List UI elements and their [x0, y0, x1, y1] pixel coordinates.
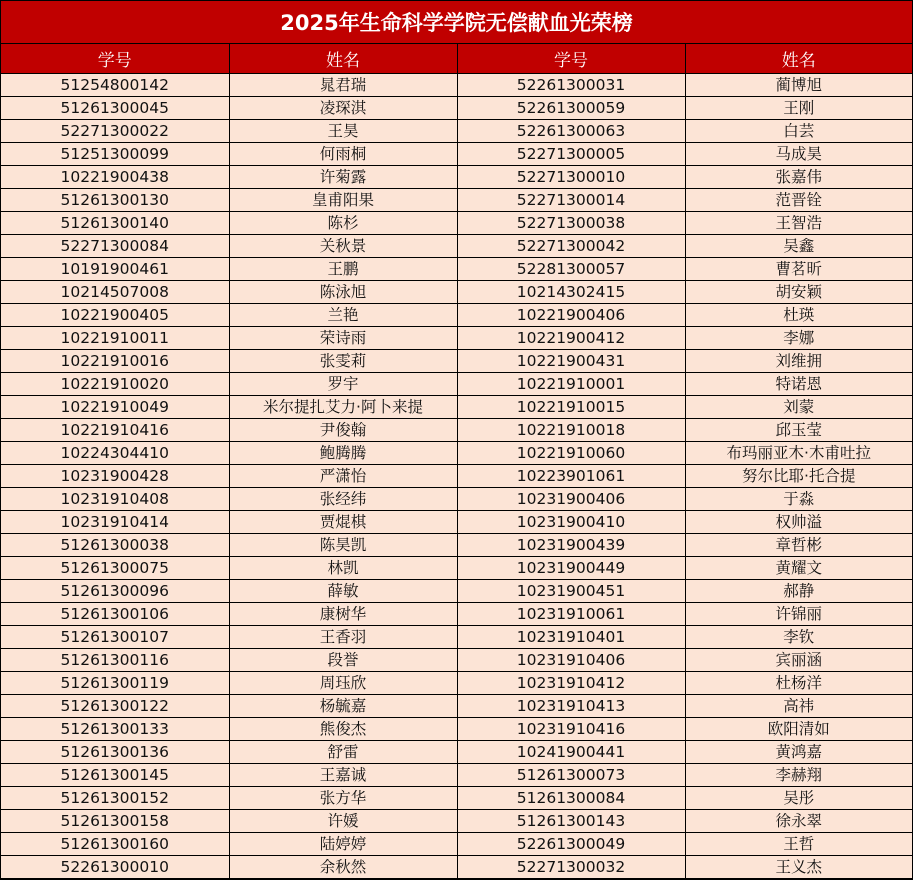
- student-id-left-cell: 51261300106: [1, 603, 229, 626]
- student-id-left-cell: 10221910020: [1, 373, 229, 396]
- sheet-title: 2025年生命科学学院无偿献血光荣榜: [1, 1, 912, 44]
- student-id-left-cell: 10214507008: [1, 281, 229, 304]
- table-row: [1, 235, 912, 258]
- student-id-left-cell: 10221900405: [1, 304, 229, 327]
- student-id-left-cell: 10221910416: [1, 419, 229, 442]
- student-id-right-cell: 10221910001: [457, 373, 685, 396]
- student-id-left-cell: 51261300133: [1, 718, 229, 741]
- student-id-right-cell: 10231900449: [457, 557, 685, 580]
- student-id-right-cell: 10231910416: [457, 718, 685, 741]
- table-row: [1, 97, 912, 120]
- student-id-right-cell: 52271300032: [457, 856, 685, 879]
- student-id-left-cell: 51261300096: [1, 580, 229, 603]
- name-left-cell: 皇甫阳果: [229, 189, 457, 212]
- student-id-right-cell: 52271300038: [457, 212, 685, 235]
- name-left-cell: 陆婷婷: [229, 833, 457, 856]
- student-id-right-cell: 10231910406: [457, 649, 685, 672]
- name-right-cell: 李钦: [685, 626, 912, 649]
- table-row: [1, 856, 912, 879]
- student-id-right-cell: 10231900451: [457, 580, 685, 603]
- table-row: [1, 488, 912, 511]
- name-right-cell: 王刚: [685, 97, 912, 120]
- name-right-cell: 权帅溢: [685, 511, 912, 534]
- student-id-left-cell: 51251300099: [1, 143, 229, 166]
- student-id-left-cell: 10221910049: [1, 396, 229, 419]
- table-body: [1, 74, 912, 879]
- student-id-left-cell: 10231910408: [1, 488, 229, 511]
- name-right-cell: 黄鸿嘉: [685, 741, 912, 764]
- student-id-left-cell: 51261300038: [1, 534, 229, 557]
- table-row: [1, 143, 912, 166]
- name-left-cell: 舒雷: [229, 741, 457, 764]
- table-row: [1, 419, 912, 442]
- student-id-right-cell: 10221910060: [457, 442, 685, 465]
- name-right-cell: 王智浩: [685, 212, 912, 235]
- name-left-cell: 王嘉诚: [229, 764, 457, 787]
- student-id-right-cell: 10221900412: [457, 327, 685, 350]
- student-id-left-cell: 10224304410: [1, 442, 229, 465]
- name-left-cell: 张经纬: [229, 488, 457, 511]
- student-id-right-cell: 10231900439: [457, 534, 685, 557]
- name-right-cell: 王哲: [685, 833, 912, 856]
- name-left-cell: 关秋景: [229, 235, 457, 258]
- name-left-cell: 张方华: [229, 787, 457, 810]
- student-id-left-cell: 51261300145: [1, 764, 229, 787]
- table-row: [1, 649, 912, 672]
- name-right-cell: 徐永翠: [685, 810, 912, 833]
- student-id-right-cell: 10231910401: [457, 626, 685, 649]
- name-left-cell: 陈昊凯: [229, 534, 457, 557]
- table-row: [1, 74, 912, 97]
- donor-table: [1, 44, 912, 879]
- student-id-left-cell: 51261300140: [1, 212, 229, 235]
- name-left-cell: 陈杉: [229, 212, 457, 235]
- student-id-right-cell: 10231910412: [457, 672, 685, 695]
- table-row: [1, 373, 912, 396]
- student-id-left-cell: 51261300136: [1, 741, 229, 764]
- table-row: [1, 166, 912, 189]
- name-left-cell: 罗宇: [229, 373, 457, 396]
- student-id-right-cell: 10231910061: [457, 603, 685, 626]
- table-row: [1, 787, 912, 810]
- name-right-cell: 吴彤: [685, 787, 912, 810]
- student-id-right-cell: 10221900406: [457, 304, 685, 327]
- student-id-left-cell: 51261300119: [1, 672, 229, 695]
- student-id-right-cell: 51261300073: [457, 764, 685, 787]
- student-id-right-cell: 52261300063: [457, 120, 685, 143]
- name-left-cell: 张雯莉: [229, 350, 457, 373]
- table-row: [1, 120, 912, 143]
- header-name-left: 姓名: [229, 44, 457, 74]
- name-left-cell: 余秋然: [229, 856, 457, 879]
- student-id-right-cell: 52261300049: [457, 833, 685, 856]
- student-id-right-cell: 52281300057: [457, 258, 685, 281]
- table-row: [1, 396, 912, 419]
- student-id-right-cell: 52271300042: [457, 235, 685, 258]
- student-id-right-cell: 10231910413: [457, 695, 685, 718]
- table-row: [1, 764, 912, 787]
- name-right-cell: 特诺恩: [685, 373, 912, 396]
- name-left-cell: 兰艳: [229, 304, 457, 327]
- name-left-cell: 段誉: [229, 649, 457, 672]
- student-id-right-cell: 10221900431: [457, 350, 685, 373]
- name-right-cell: 刘维拥: [685, 350, 912, 373]
- table-row: [1, 258, 912, 281]
- table-row: [1, 626, 912, 649]
- name-right-cell: 范晋铨: [685, 189, 912, 212]
- name-left-cell: 王鹏: [229, 258, 457, 281]
- student-id-left-cell: 51261300075: [1, 557, 229, 580]
- table-row: [1, 833, 912, 856]
- name-right-cell: 蔺博旭: [685, 74, 912, 97]
- header-student-id-left: 学号: [1, 44, 229, 74]
- name-right-cell: 胡安颖: [685, 281, 912, 304]
- table-row: [1, 603, 912, 626]
- header-student-id-right: 学号: [457, 44, 685, 74]
- student-id-right-cell: 10231900406: [457, 488, 685, 511]
- name-right-cell: 努尔比耶·托合提: [685, 465, 912, 488]
- student-id-right-cell: 52271300010: [457, 166, 685, 189]
- student-id-left-cell: 51261300122: [1, 695, 229, 718]
- name-right-cell: 白芸: [685, 120, 912, 143]
- table-row: [1, 442, 912, 465]
- name-left-cell: 许媛: [229, 810, 457, 833]
- name-right-cell: 布玛丽亚木·木甫吐拉: [685, 442, 912, 465]
- student-id-left-cell: 52271300022: [1, 120, 229, 143]
- table-row: [1, 304, 912, 327]
- name-right-cell: 张嘉伟: [685, 166, 912, 189]
- name-right-cell: 章哲彬: [685, 534, 912, 557]
- table-row: [1, 511, 912, 534]
- student-id-left-cell: 52261300010: [1, 856, 229, 879]
- student-id-left-cell: 10221910016: [1, 350, 229, 373]
- name-right-cell: 欧阳清如: [685, 718, 912, 741]
- student-id-left-cell: 51261300045: [1, 97, 229, 120]
- student-id-right-cell: 10214302415: [457, 281, 685, 304]
- name-left-cell: 荣诗雨: [229, 327, 457, 350]
- student-id-left-cell: 10221900438: [1, 166, 229, 189]
- name-right-cell: 杜杨洋: [685, 672, 912, 695]
- student-id-right-cell: 10221910015: [457, 396, 685, 419]
- name-right-cell: 马成昊: [685, 143, 912, 166]
- name-right-cell: 高祎: [685, 695, 912, 718]
- name-right-cell: 宾丽涵: [685, 649, 912, 672]
- student-id-left-cell: 10231910414: [1, 511, 229, 534]
- name-left-cell: 周珏欣: [229, 672, 457, 695]
- name-left-cell: 薛敏: [229, 580, 457, 603]
- student-id-left-cell: 51261300107: [1, 626, 229, 649]
- name-left-cell: 陈泳旭: [229, 281, 457, 304]
- student-id-left-cell: 51254800142: [1, 74, 229, 97]
- student-id-right-cell: 10241900441: [457, 741, 685, 764]
- name-right-cell: 黄耀文: [685, 557, 912, 580]
- table-row: [1, 810, 912, 833]
- student-id-right-cell: 52261300059: [457, 97, 685, 120]
- name-right-cell: 李娜: [685, 327, 912, 350]
- table-row: [1, 718, 912, 741]
- student-id-left-cell: 10221910011: [1, 327, 229, 350]
- name-left-cell: 王香羽: [229, 626, 457, 649]
- student-id-right-cell: 51261300143: [457, 810, 685, 833]
- table-row: [1, 350, 912, 373]
- name-left-cell: 林凯: [229, 557, 457, 580]
- table-row: [1, 281, 912, 304]
- student-id-right-cell: 52261300031: [457, 74, 685, 97]
- table-row: [1, 557, 912, 580]
- name-right-cell: 李赫翔: [685, 764, 912, 787]
- name-left-cell: 米尔提扎艾力·阿卜来提: [229, 396, 457, 419]
- student-id-left-cell: 51261300116: [1, 649, 229, 672]
- name-right-cell: 王义杰: [685, 856, 912, 879]
- name-left-cell: 鲍腾腾: [229, 442, 457, 465]
- table-row: [1, 580, 912, 603]
- name-right-cell: 于淼: [685, 488, 912, 511]
- name-left-cell: 王昊: [229, 120, 457, 143]
- table-row: [1, 672, 912, 695]
- name-right-cell: 邱玉莹: [685, 419, 912, 442]
- name-left-cell: 尹俊翰: [229, 419, 457, 442]
- name-left-cell: 熊俊杰: [229, 718, 457, 741]
- name-right-cell: 郝静: [685, 580, 912, 603]
- table-row: [1, 212, 912, 235]
- student-id-left-cell: 10231900428: [1, 465, 229, 488]
- header-name-right: 姓名: [685, 44, 912, 74]
- name-left-cell: 许菊露: [229, 166, 457, 189]
- student-id-left-cell: 52271300084: [1, 235, 229, 258]
- student-id-left-cell: 51261300152: [1, 787, 229, 810]
- name-left-cell: 康树华: [229, 603, 457, 626]
- student-id-right-cell: 51261300084: [457, 787, 685, 810]
- student-id-right-cell: 10231900410: [457, 511, 685, 534]
- table-row: [1, 327, 912, 350]
- name-right-cell: 刘蒙: [685, 396, 912, 419]
- name-right-cell: 曹茗昕: [685, 258, 912, 281]
- table-row: [1, 695, 912, 718]
- student-id-left-cell: 51261300160: [1, 833, 229, 856]
- name-left-cell: 严潇怡: [229, 465, 457, 488]
- student-id-right-cell: 10221910018: [457, 419, 685, 442]
- name-right-cell: 许锦丽: [685, 603, 912, 626]
- student-id-right-cell: 52271300005: [457, 143, 685, 166]
- name-left-cell: 何雨桐: [229, 143, 457, 166]
- table-row: [1, 741, 912, 764]
- name-left-cell: 凌琛淇: [229, 97, 457, 120]
- student-id-left-cell: 51261300158: [1, 810, 229, 833]
- name-left-cell: 贾焜棋: [229, 511, 457, 534]
- name-left-cell: 杨毓嘉: [229, 695, 457, 718]
- student-id-right-cell: 10223901061: [457, 465, 685, 488]
- table-row: [1, 465, 912, 488]
- table-row: [1, 534, 912, 557]
- student-id-left-cell: 10191900461: [1, 258, 229, 281]
- name-right-cell: 杜瑛: [685, 304, 912, 327]
- student-id-left-cell: 51261300130: [1, 189, 229, 212]
- table-row: [1, 189, 912, 212]
- name-right-cell: 吴鑫: [685, 235, 912, 258]
- header-row: [1, 44, 912, 74]
- name-left-cell: 晁君瑞: [229, 74, 457, 97]
- student-id-right-cell: 52271300014: [457, 189, 685, 212]
